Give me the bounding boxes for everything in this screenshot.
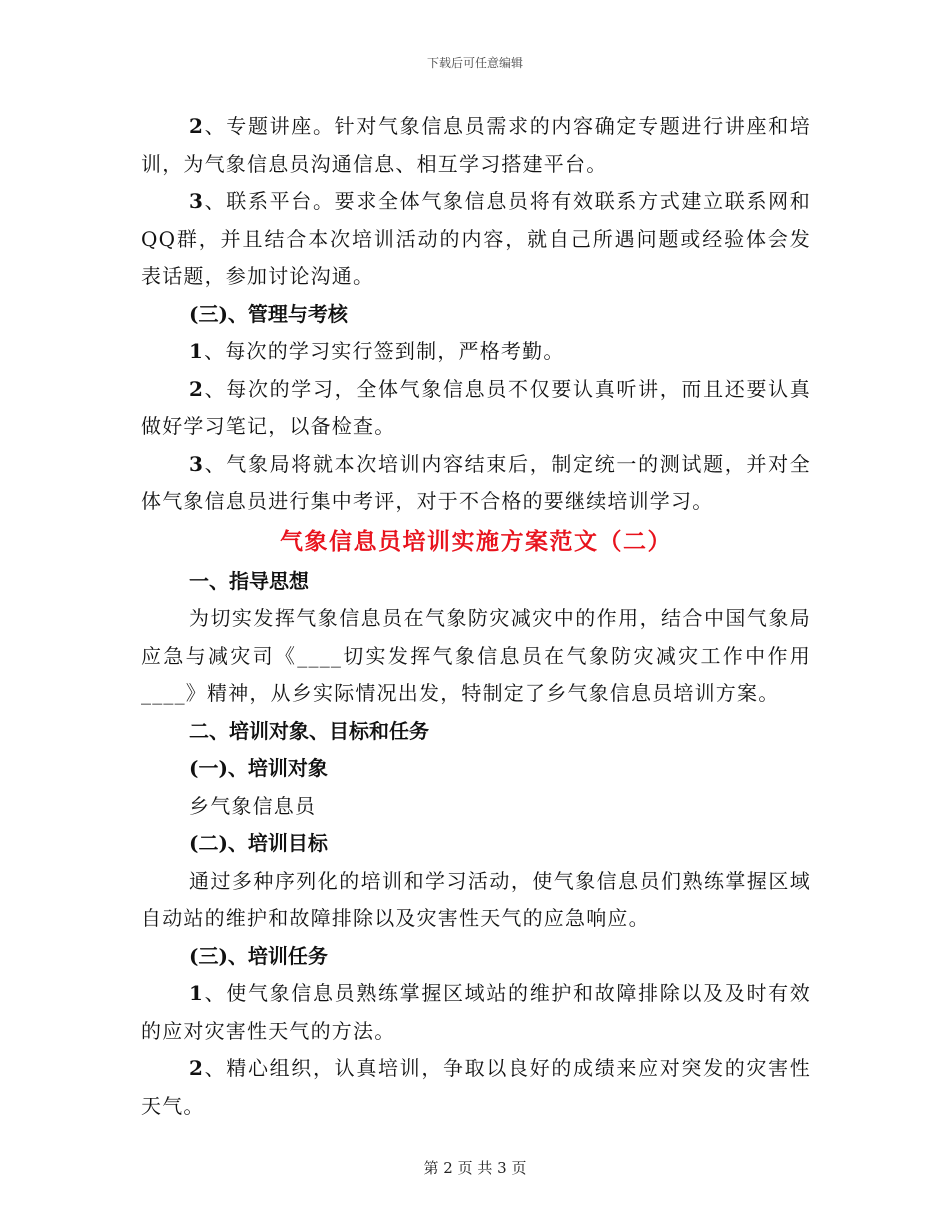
heading-training-goals: (二)、培训目标 bbox=[189, 831, 328, 855]
paragraph-text: 、每次的学习，全体气象信息员不仅要认真听讲，而且还要认真做好学习笔记，以备检查。 bbox=[141, 376, 811, 438]
heading-training-tasks: (三)、培训任务 bbox=[189, 943, 328, 968]
paragraph-task-2 bbox=[141, 1050, 811, 1125]
section-title: 气象信息员培训实施方案范文（二） bbox=[280, 527, 672, 555]
item-number: 2 bbox=[189, 1056, 205, 1080]
item-number: 2 bbox=[189, 376, 205, 401]
paragraph-notes bbox=[141, 371, 811, 446]
paragraph-text: 、气象局将就本次培训内容结束后，制定统一的测试题，并对全体气象信息员进行集中考评，对于不合格的要继续培训学习。 bbox=[141, 451, 811, 513]
paragraph-exam bbox=[141, 446, 811, 521]
paragraph-platform bbox=[141, 183, 811, 296]
item-number: 3 bbox=[189, 189, 205, 213]
heading-training-objects: (一)、培训对象 bbox=[189, 756, 328, 780]
item-number: 1 bbox=[189, 339, 205, 363]
paragraph-guiding-thought: 为切实发挥气象信息员在气象防灾减灾中的作用，结合中国气象局应急与减灾司《____切实发挥气象信息员在气象防灾减灾工作中作用____》精神，从乡实际情况出发，特制定了乡气象信息员培训方案。 bbox=[141, 606, 811, 705]
heading-targets-goals-tasks: 二、培训对象、目标和任务 bbox=[189, 718, 429, 743]
heading-guiding-thought: 一、指导思想 bbox=[189, 568, 309, 593]
paragraph-text: 、使气象信息员熟练掌握区域站的维护和故障排除以及及时有效的应对灾害性天气的方法。 bbox=[141, 981, 811, 1043]
paragraph-text: 、每次的学习实行签到制，严格考勤。 bbox=[204, 339, 565, 363]
paragraph-training-objects: 乡气象信息员 bbox=[189, 793, 317, 818]
heading-management: (三)、管理与考核 bbox=[189, 301, 348, 326]
item-number: 2 bbox=[189, 114, 205, 138]
page-footer: 第 2 页 共 3 页 bbox=[423, 1159, 527, 1177]
header-note: 下载后可任意编辑 bbox=[426, 56, 523, 70]
paragraph-text: 、精心组织，认真培训，争取以良好的成绩来应对突发的灾害性天气。 bbox=[141, 1056, 811, 1118]
paragraph-task-1 bbox=[141, 975, 811, 1050]
paragraph-lecture bbox=[141, 108, 811, 183]
paragraph-training-goals: 通过多种序列化的培训和学习活动，使气象信息员们熟练掌握区域自动站的维护和故障排除以及灾害性天气的应急响应。 bbox=[141, 868, 811, 930]
paragraph-text: 、联系平台。要求全体气象信息员将有效联系方式建立联系网和QQ群，并且结合本次培训活动的内容，就自己所遇问题或经验体会发表话题，参加讨论沟通。 bbox=[141, 189, 811, 288]
paragraph-text: 、专题讲座。针对气象信息员需求的内容确定专题进行讲座和培训，为气象信息员沟通信息、相互学习搭建平台。 bbox=[141, 114, 811, 176]
item-number: 3 bbox=[189, 451, 205, 476]
item-number: 1 bbox=[189, 981, 205, 1005]
document-body bbox=[141, 108, 811, 1125]
paragraph-signin bbox=[141, 333, 811, 371]
